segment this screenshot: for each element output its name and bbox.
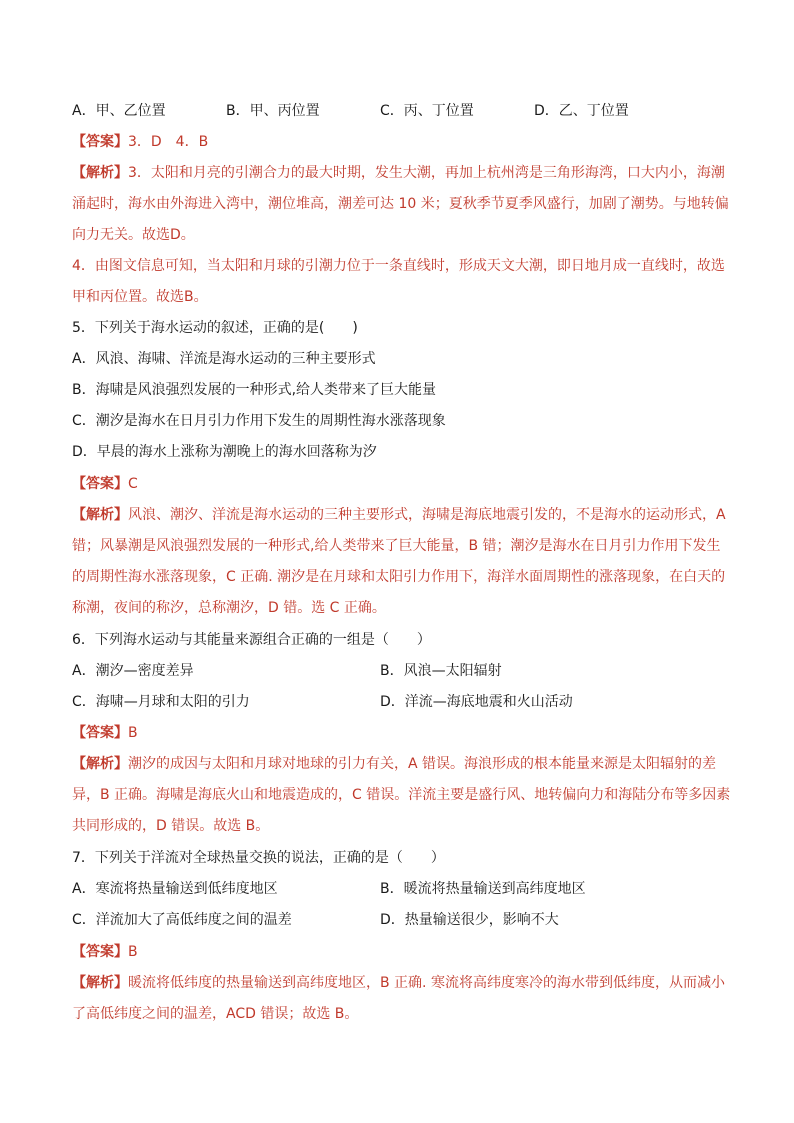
- question-6-option-a: A．潮汐—密度差异: [72, 663, 194, 679]
- explanation-line: 共同形成的，D 错误。故选 B。: [72, 818, 270, 834]
- explanation-line: 涌起时，海水由外海进入湾中，潮位堆高，潮差可达 10 米；夏秋季节夏季风盛行，加剧了潮势。与地转偏: [72, 196, 729, 212]
- question-5-option-b: B．海啸是风浪强烈发展的一种形式,给人类带来了巨大能量: [72, 382, 437, 398]
- analysis-tag: 【解析】: [72, 507, 128, 523]
- option-b: B．甲、丙位置: [226, 103, 320, 119]
- answer-text: C: [128, 476, 138, 492]
- explanation-line: 向力无关。故选D。: [72, 227, 195, 243]
- option-d: D．乙、丁位置: [534, 103, 629, 119]
- answer-tag: 【答案】: [72, 476, 128, 492]
- question-5-option-a: A．风浪、海啸、洋流是海水运动的三种主要形式: [72, 351, 376, 367]
- answer-text: B: [128, 944, 138, 960]
- question-6-answer: [72, 723, 732, 743]
- explanation-line: 错；风暴潮是风浪强烈发展的一种形式,给人类带来了巨大能量，B 错；潮汐是海水在日月引力作用下发生: [72, 538, 721, 554]
- explanation-line: 异，B 正确。海啸是海底火山和地震造成的，C 错误。洋流主要是盛行风、地转偏向力和海陆分布等多因素: [72, 787, 731, 803]
- answer-3-4: [72, 132, 732, 152]
- question-7-option-a: A．寒流将热量输送到低纬度地区: [72, 881, 278, 897]
- question-5-answer: [72, 474, 732, 494]
- question-5-option-c: C．潮汐是海水在日月引力作用下发生的周期性海水涨落现象: [72, 413, 446, 429]
- question-7-stem: 7．下列关于洋流对全球热量交换的说法，正确的是（ ）: [72, 850, 445, 866]
- explanation-text: 3．太阳和月亮的引潮合力的最大时期，发生大潮，再加上杭州湾是三角形海湾，口大内小，海潮: [128, 165, 725, 181]
- question-7-option-d: D．热量输送很少，影响不大: [380, 912, 559, 928]
- explanation-line: 4．由图文信息可知，当太阳和月球的引潮力位于一条直线时，形成天文大潮，即日地月成一直线时，故选: [72, 258, 725, 274]
- question-7-option-b: B．暖流将热量输送到高纬度地区: [380, 881, 586, 897]
- question-7-option-c: C．洋流加大了高低纬度之间的温差: [72, 912, 292, 928]
- answer-text: 3．D 4．B: [128, 134, 209, 150]
- explanation-line: 称潮，夜间的称汐，总称潮汐，D 错。选 C 正确。: [72, 600, 386, 616]
- explanation-line: 了高低纬度之间的温差，ACD 错误；故选 B。: [72, 1006, 359, 1022]
- question-6-option-c: C．海啸—月球和太阳的引力: [72, 694, 250, 710]
- answer-tag: 【答案】: [72, 944, 128, 960]
- question-7-answer: [72, 942, 732, 962]
- explanation-line: [72, 754, 732, 774]
- explanation-line: [72, 505, 732, 525]
- question-6-option-b: B．风浪—太阳辐射: [380, 663, 502, 679]
- analysis-tag: 【解析】: [72, 165, 128, 181]
- question-6-stem: 6．下列海水运动与其能量来源组合正确的一组是（ ）: [72, 632, 431, 648]
- explanation-line: 甲和丙位置。故选B。: [72, 289, 208, 305]
- explanation-text: 潮汐的成因与太阳和月球对地球的引力有关，A 错误。海浪形成的根本能量来源是太阳辐射的差: [128, 756, 717, 772]
- analysis-tag: 【解析】: [72, 975, 128, 991]
- answer-tag: 【答案】: [72, 725, 128, 741]
- question-6-option-d: D．洋流—海底地震和火山活动: [380, 694, 573, 710]
- explanation-text: 风浪、潮汐、洋流是海水运动的三种主要形式，海啸是海底地震引发的，不是海水的运动形式，A: [128, 507, 726, 523]
- question-5-stem: 5．下列关于海水运动的叙述，正确的是( ): [72, 320, 358, 336]
- explanation-line: [72, 973, 732, 993]
- question-5-option-d: D．早晨的海水上涨称为潮晚上的海水回落称为汐: [72, 444, 377, 460]
- answer-tag: 【答案】: [72, 134, 128, 150]
- analysis-tag: 【解析】: [72, 756, 128, 772]
- explanation-line: 的周期性海水涨落现象，C 正确. 潮汐是在月球和太阳引力作用下，海洋水面周期性的涨落现象，在白天的: [72, 569, 726, 585]
- option-c: C．丙、丁位置: [380, 103, 474, 119]
- answer-text: B: [128, 725, 138, 741]
- explanation-text: 暖流将低纬度的热量输送到高纬度地区，B 正确. 寒流将高纬度寒冷的海水带到低纬度，从而减小: [128, 975, 725, 991]
- explanation-line: [72, 163, 732, 183]
- option-a: A．甲、乙位置: [72, 103, 166, 119]
